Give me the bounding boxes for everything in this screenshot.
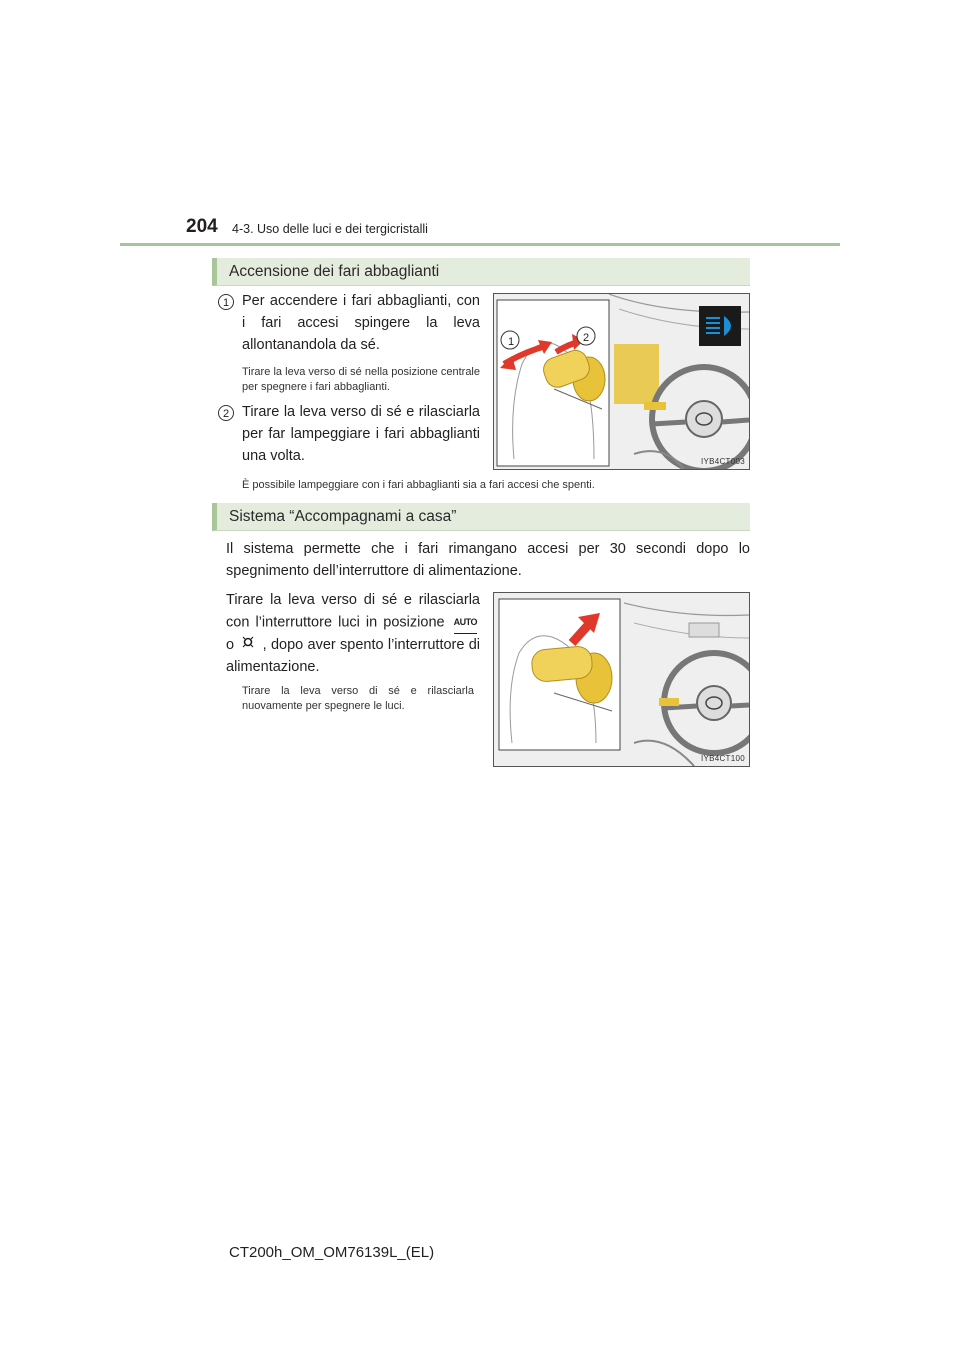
section-title: 4-3. Uso delle luci e dei tergicristalli [232, 222, 428, 236]
dashboard-illustration [494, 294, 749, 469]
section-2-note: Tirare la leva verso di sé e rilasciarla nuovamente per spegnere le luci. [242, 685, 474, 712]
figure-code: IYB4CT003 [700, 457, 745, 466]
section-heading-text: Accensione dei fari abbaglianti [229, 263, 440, 280]
auto-position-icon: AUTO [454, 611, 477, 634]
document-code: CT200h_OM_OM76139L_(EL) [229, 1244, 435, 1261]
figure-high-beam-lever [493, 293, 750, 470]
step-1-text: Per accendere i fari abbaglianti, con i fari accesi spingere la leva allontanandola da sé. [242, 293, 480, 353]
page-number: 204 [186, 216, 218, 237]
callout-2: 2 [582, 332, 590, 344]
instruction-text-2: , dopo aver spento l’interruttore di alimentazione. [226, 637, 481, 676]
section-1-footnote: È possibile lampeggiare con i fari abbaglianti sia a fari accesi che spenti. [242, 479, 595, 491]
instruction-text-1: Tirare la leva verso di sé e rilasciarla con l’interruttore luci in posizione [226, 592, 480, 631]
step-2-text: Tirare la leva verso di sé e rilasciarla per far lampeggiare i fari abbaglianti una volta. [242, 404, 480, 464]
section-2-intro: Il sistema permette che i fari rimangano accesi per 30 secondi dopo lo spegnimento dell’interruttore di alimentazione. [226, 541, 750, 579]
instruction-or: o [226, 637, 235, 653]
section-2-instruction [226, 589, 480, 678]
section-heading-text: Sistema “Accompagnami a casa” [229, 508, 457, 525]
figure-code: IYB4CT100 [700, 754, 745, 763]
section-heading-follow-me-home [212, 503, 750, 531]
high-beam-indicator-icon [699, 306, 741, 346]
step-1-note: Tirare la leva verso di sé nella posizione centrale per spegnere i fari abbaglianti. [242, 366, 480, 393]
figure-follow-me-home-lever [493, 592, 750, 767]
dashboard-illustration [494, 593, 749, 766]
headlight-position-icon [241, 634, 255, 656]
step-number-1: 1 [218, 294, 234, 310]
step-number-2: 2 [218, 405, 234, 421]
header-rule [120, 243, 840, 246]
section-heading-high-beam [212, 258, 750, 286]
callout-1: 1 [507, 336, 515, 348]
